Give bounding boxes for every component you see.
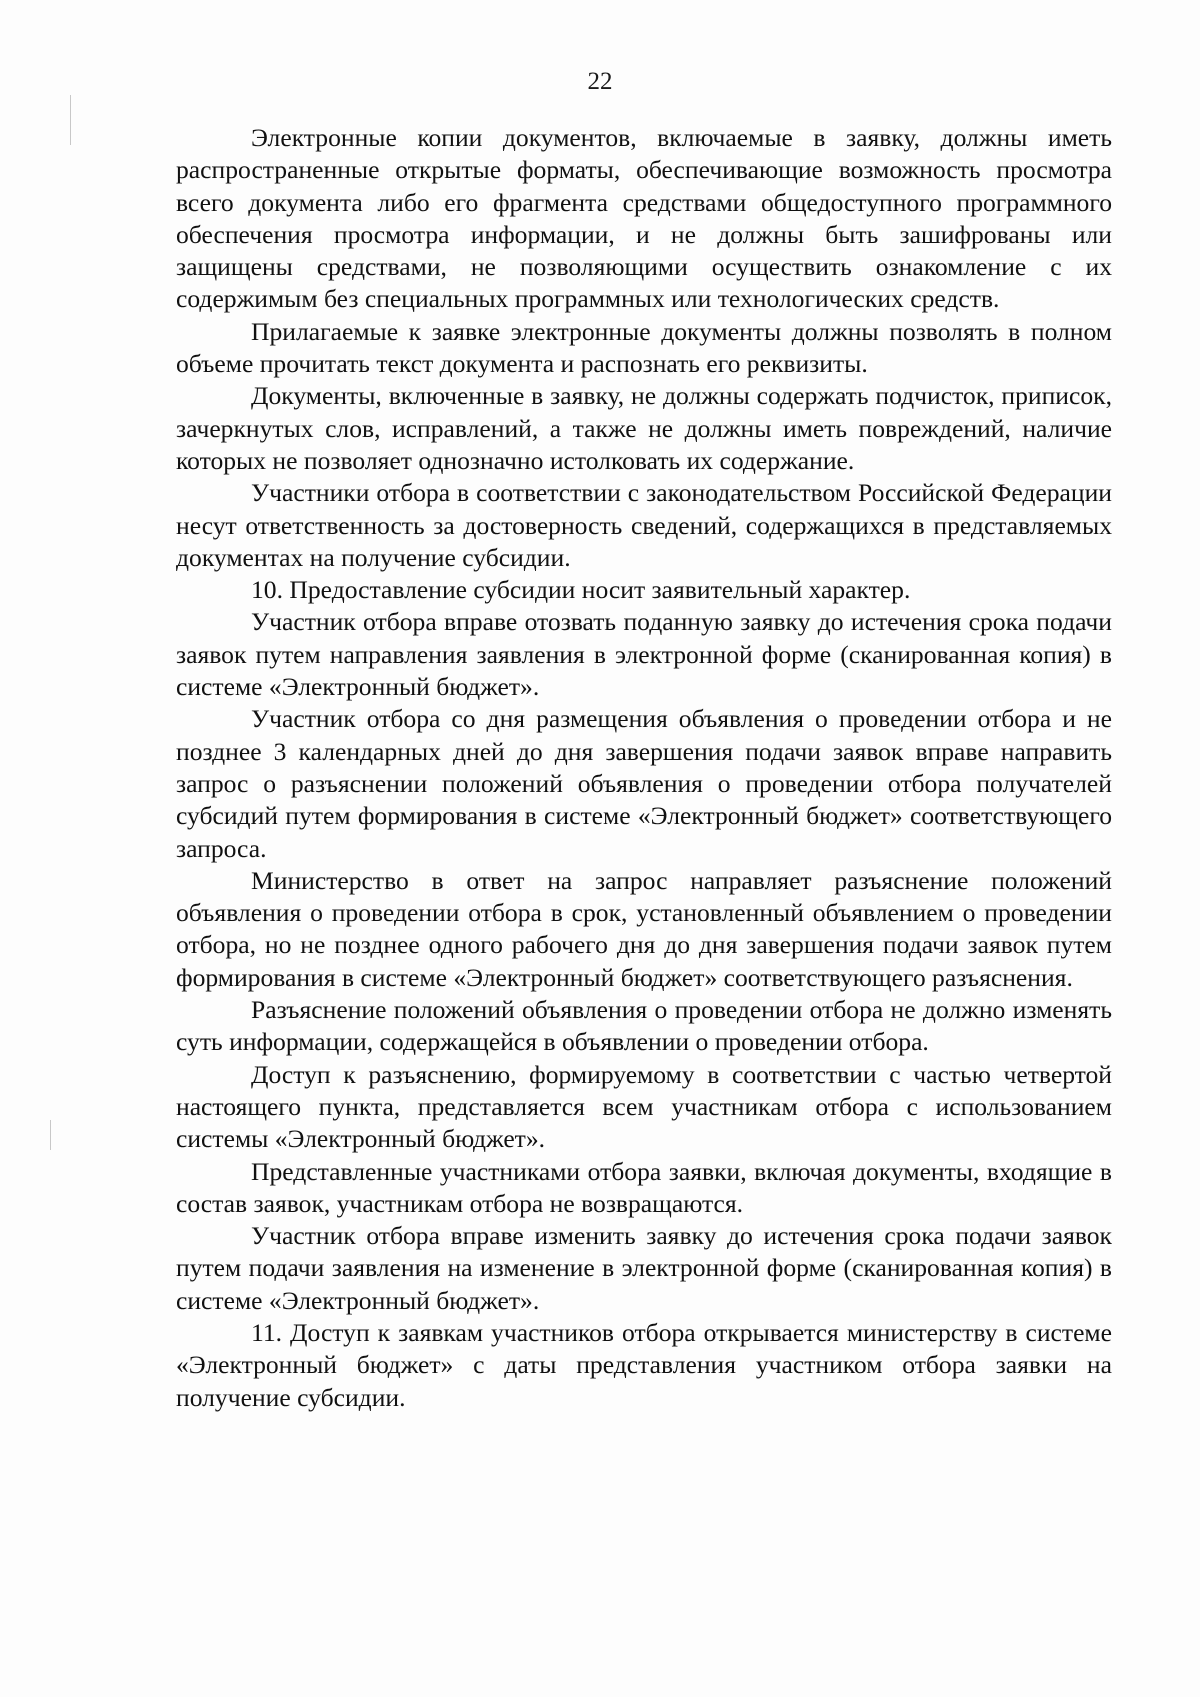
document-body <box>176 122 1112 1414</box>
paragraph: Электронные копии документов, включаемые в заявку, должны иметь распространенные открытые форматы, обеспечивающие возможность просмотра всего документа либо его фрагмента средствами общедоступного программного обеспечения просмотра информации, и не должны быть зашифрованы или защищены средствами, не позволяющими осуществить ознакомление с их содержимым без специальных программных или технологических средств. <box>176 123 1112 314</box>
paragraph: Документы, включенные в заявку, не должны содержать подчисток, приписок, зачеркнутых слов, исправлений, а также не должны иметь повреждений, наличие которых не позволяет однозначно истолковать их содержание. <box>176 381 1112 475</box>
paragraph: Участники отбора в соответствии с законодательством Российской Федерации несут ответственность за достоверность сведений, содержащихся в представляемых документах на получение субсидии. <box>176 478 1112 572</box>
scan-mark-left-top <box>70 95 71 145</box>
paragraph: Доступ к разъяснению, формируемому в соответствии с частью четвертой настоящего пункта, представляется всем участникам отбора с использованием системы «Электронный бюджет». <box>176 1059 1112 1154</box>
paragraph: Участник отбора вправе отозвать поданную заявку до истечения срока подачи заявок путем направления заявления в электронной форме (сканированная копия) в системе «Электронный бюджет». <box>176 607 1112 702</box>
paragraph: Представленные участниками отбора заявки, включая документы, входящие в состав заявок, участникам отбора не возвращаются. <box>176 1156 1112 1218</box>
page-number: 22 <box>587 68 613 95</box>
scan-mark-left-mid <box>50 1120 51 1150</box>
paragraph: 11. Доступ к заявкам участников отбора открывается министерству в системе «Электронный бюджет» с даты представления участником отбора заявки на получение субсидии. <box>176 1317 1112 1412</box>
paragraph: Участник отбора со дня размещения объявления о проведении отбора и не позднее 3 календарных дней до дня завершения подачи заявок вправе направить запрос о разъяснении положений объявления о проведении отбора получателей субсидий путем формирования в системе «Электронный бюджет» соответствующего запроса. <box>176 704 1112 863</box>
paragraph: 10. Предоставление субсидии носит заявительный характер. <box>251 575 911 605</box>
paragraph: Участник отбора вправе изменить заявку до истечения срока подачи заявок путем подачи заявления на изменение в электронной форме (сканированная копия) в системе «Электронный бюджет». <box>176 1221 1112 1315</box>
paragraph: Прилагаемые к заявке электронные документы должны позволять в полном объеме прочитать текст документа и распознать его реквизиты. <box>176 316 1112 379</box>
paragraph: Разъяснение положений объявления о проведении отбора не должно изменять суть информации, содержащейся в объявлении о проведении отбора. <box>176 995 1112 1057</box>
paragraph: Министерство в ответ на запрос направляет разъяснение положений объявления о проведении отбора в срок, установленный объявлением о проведении отбора, но не позднее одного рабочего дня до дня завершения подачи заявок путем формирования в системе «Электронный бюджет» соответствующего разъяснения. <box>176 865 1112 992</box>
